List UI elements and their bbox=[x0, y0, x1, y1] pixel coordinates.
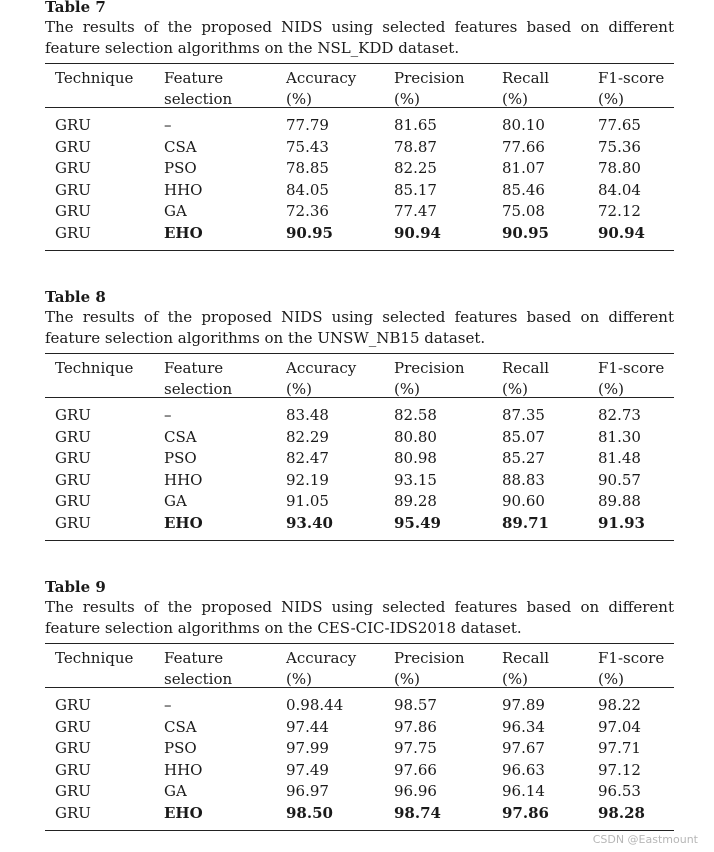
header-recall: Recall (%) bbox=[502, 359, 550, 398]
header-f1: F1-score (%) bbox=[598, 69, 665, 108]
table-body bbox=[45, 688, 674, 830]
table-7-block bbox=[45, 0, 674, 251]
table-row-best: GRU EHO 90.95 90.94 90.95 90.94 bbox=[55, 223, 645, 242]
table-row: GRU PSO 97.99 97.75 97.67 97.71 bbox=[55, 739, 641, 757]
table-body bbox=[45, 398, 674, 540]
table-caption: The results of the proposed NIDS using selected features based on different feature selection algorithms on the UNSW_NB15 dataset. bbox=[45, 308, 674, 347]
watermark: CSDN @Eastmount bbox=[592, 833, 698, 846]
header-precision: Precision (%) bbox=[394, 359, 465, 398]
table-row: GRU HHO 84.05 85.17 85.46 84.04 bbox=[55, 180, 641, 199]
table-row: GRU GA 91.05 89.28 90.60 89.88 bbox=[55, 492, 641, 510]
header-feature: Feature selection bbox=[164, 649, 233, 688]
table-row-best: GRU EHO 98.50 98.74 97.86 98.28 bbox=[55, 803, 645, 822]
table-row: GRU HHO 92.19 93.15 88.83 90.57 bbox=[55, 470, 641, 489]
table-row: GRU PSO 82.47 80.98 85.27 81.48 bbox=[55, 449, 641, 467]
table-label: Table 8 bbox=[45, 288, 106, 306]
table-label: Table 9 bbox=[45, 578, 106, 596]
table-row: GRU CSA 75.43 78.87 77.66 75.36 bbox=[55, 137, 641, 156]
table-caption: The results of the proposed NIDS using selected features based on different feature selection algorithms on the CES-CIC-IDS2018 dataset. bbox=[45, 598, 674, 637]
bottom-rule bbox=[45, 250, 674, 251]
header-feature: Feature selection bbox=[164, 359, 233, 398]
table-body bbox=[45, 108, 674, 250]
table-row: GRU – 0.98.44 98.57 97.89 98.22 bbox=[55, 696, 641, 714]
table-row: GRU – 77.79 81.65 80.10 77.65 bbox=[55, 116, 641, 134]
header-accuracy: Accuracy (%) bbox=[286, 359, 357, 398]
table-row-best: GRU EHO 93.40 95.49 89.71 91.93 bbox=[55, 513, 645, 532]
header-recall: Recall (%) bbox=[502, 649, 550, 688]
table-8-block bbox=[45, 288, 674, 541]
table-row: GRU HHO 97.49 97.66 96.63 97.12 bbox=[55, 760, 641, 779]
table-row: GRU PSO 78.85 82.25 81.07 78.80 bbox=[55, 159, 641, 177]
header-accuracy: Accuracy (%) bbox=[286, 69, 357, 108]
bottom-rule bbox=[45, 830, 674, 831]
table-row: GRU GA 72.36 77.47 75.08 72.12 bbox=[55, 202, 641, 220]
header-precision: Precision (%) bbox=[394, 649, 465, 688]
header-recall: Recall (%) bbox=[502, 69, 550, 108]
table-caption: The results of the proposed NIDS using selected features based on different feature selection algorithms on the NSL_KDD dataset. bbox=[45, 18, 674, 57]
header-row bbox=[45, 354, 674, 397]
header-f1: F1-score (%) bbox=[598, 649, 665, 688]
header-row bbox=[45, 64, 674, 107]
table-label: Table 7 bbox=[45, 0, 106, 16]
header-f1: F1-score (%) bbox=[598, 359, 665, 398]
header-technique: Technique bbox=[55, 69, 134, 87]
table-row: GRU CSA 82.29 80.80 85.07 81.30 bbox=[55, 427, 641, 446]
header-technique: Technique bbox=[55, 649, 134, 667]
table-row: GRU GA 96.97 96.96 96.14 96.53 bbox=[55, 782, 641, 800]
header-accuracy: Accuracy (%) bbox=[286, 649, 357, 688]
table-9-block bbox=[45, 578, 674, 831]
table-row: GRU – 83.48 82.58 87.35 82.73 bbox=[55, 406, 641, 424]
header-technique: Technique bbox=[55, 359, 134, 377]
table-row: GRU CSA 97.44 97.86 96.34 97.04 bbox=[55, 717, 641, 736]
header-row bbox=[45, 644, 674, 687]
header-precision: Precision (%) bbox=[394, 69, 465, 108]
bottom-rule bbox=[45, 540, 674, 541]
header-feature: Feature selection bbox=[164, 69, 233, 108]
